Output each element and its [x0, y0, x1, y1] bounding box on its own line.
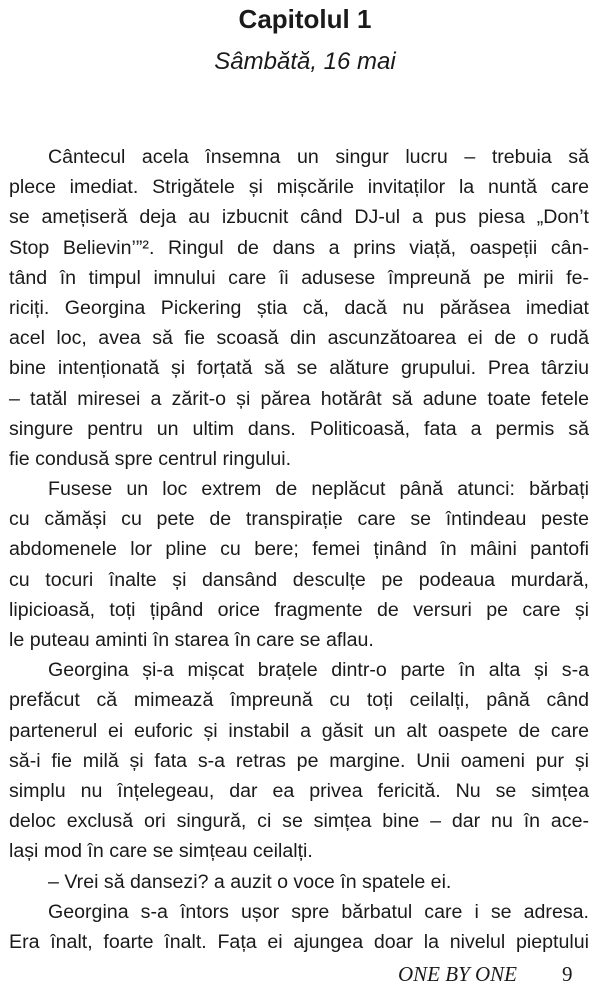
text-line: fie condusă spre centrul ringului.	[9, 447, 292, 470]
text-line: Georgina și-a mișcat brațele dintr-o parte în alta și s-a	[48, 659, 589, 682]
text-line: riciți. Georgina Pickering știa că, dacă nu părăsea imediat	[9, 296, 589, 319]
page-number: 9	[562, 962, 573, 986]
text-line: plece imediat. Strigătele și mișcările invitaților la nuntă care	[9, 176, 589, 199]
text-line: Fusese un loc extrem de neplăcut până atunci: bărbați	[48, 478, 589, 501]
text-line: Stop Believin’”². Ringul de dans a prins viață, oaspeții cân-	[9, 236, 589, 259]
text-line: deloc exclusă ori singură, ci se simțea bine – dar nu în ace-	[9, 810, 589, 833]
text-line: cu tocuri înalte și dansând desculțe pe podeaua murdară,	[9, 568, 589, 591]
text-line: tând în timpul imnului care îi adusese împreună pe mirii fe-	[9, 266, 589, 289]
text-line: cu cămăși cu pete de transpirație care se întindeau peste	[9, 508, 589, 531]
text-line: lași mod în care se simțeau ceilalți.	[9, 840, 313, 863]
chapter-title: Capitolul 1	[238, 4, 372, 34]
text-line: simplu nu înțelegeau, dar ea privea fericită. Nu se simțea	[9, 779, 589, 802]
text-line: le puteau aminti în starea în care se aflau.	[9, 629, 374, 651]
body-text	[9, 142, 589, 957]
text-line: – Vrei să dansezi? a auzit o voce în spatele ei.	[48, 870, 452, 893]
text-line: lipicioasă, toți țipând orice fragmente de versuri pe care și	[9, 598, 589, 621]
text-line: partenerul ei euforic și instabil a găsit un alt oaspete de care	[9, 719, 589, 742]
chapter-subtitle-date: Sâmbătă, 16 mai	[214, 48, 396, 75]
text-line: Cântecul acela însemna un singur lucru – trebuia să	[48, 146, 589, 168]
running-footer-title: ONE BY ONE	[398, 962, 518, 986]
text-line: acel loc, avea să fie scoasă din ascunzătoarea ei de o rudă	[9, 327, 589, 350]
text-line: bine intenționată și forțată să se alăture grupului. Prea târziu	[9, 357, 589, 380]
text-line: abdomenele lor pline cu bere; femei ținând în mâini pantofi	[9, 538, 589, 561]
text-line: prefăcut că mimează împreună cu toți ceilalți, până când	[9, 689, 589, 712]
text-line: să-i fie milă și fata s-a retras pe margine. Unii oameni pur și	[9, 749, 589, 772]
text-line: Georgina s-a întors ușor spre bărbatul care i se adresa.	[48, 900, 589, 923]
text-line: Era înalt, foarte înalt. Fața ei ajungea doar la nivelul pieptului	[9, 930, 589, 953]
text-line: singure pentru un ultim dans. Politicoasă, fata a permis să	[9, 417, 589, 440]
text-line: se amețiseră deja au izbucnit când DJ-ul a pus piesa „Don’t	[9, 206, 589, 229]
text-line: – tatăl miresei a zărit-o și părea hotărât să adune toate fetele	[9, 387, 589, 410]
